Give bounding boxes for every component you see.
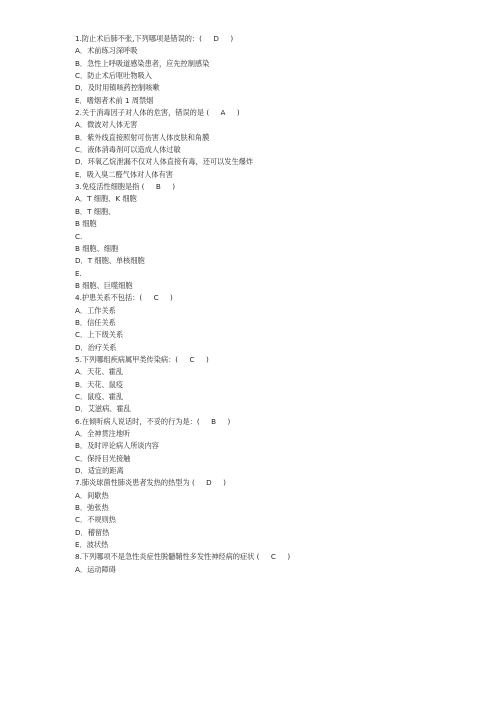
option-line: B．急性上呼吸道感染患者，应先控制感染 — [75, 58, 210, 68]
option-line: A．全神贯注地听 — [75, 429, 131, 438]
option-line: E．波状热 — [75, 540, 109, 550]
option-line: B 细胞、细胞 — [75, 243, 119, 253]
question-5: 5.下列哪组疾病属甲类传染病：( C ) — [75, 354, 209, 364]
question-1: 1.防止术后肺不张,下列哪项是错误的：( D ) — [75, 34, 234, 43]
option-line: B 细胞、巨噬细胞 — [75, 280, 133, 290]
option-line: A．术前练习深呼吸 — [75, 46, 138, 56]
option-line: D．治疗关系 — [75, 342, 117, 352]
option-line: C．不规则热 — [75, 515, 116, 525]
option-line: A．T 细胞、K 细胞 — [75, 194, 137, 204]
option-line: C．防止术后呕吐物吸入 — [75, 71, 152, 81]
question-3: 3.免疫活性细胞是指 ( B ) — [75, 182, 176, 192]
option-line: C．上下级关系 — [75, 330, 124, 340]
option-line: E．嗜烟者术前 1 周禁烟 — [75, 95, 154, 105]
option-line: D．艾滋病、霍乱 — [75, 404, 131, 414]
option-line: E．吸入臭二醛气体对人体有害 — [75, 169, 173, 179]
option-line: C．鼠疫、霍乱 — [75, 391, 124, 401]
option-line: A．工作关系 — [75, 305, 116, 315]
option-line: B．T 细胞、 — [75, 206, 116, 216]
option-line: A．间歇热 — [75, 490, 109, 500]
option-line: D．环氧乙烷泄漏不仅对人体直接有毒，还可以发生爆炸 — [75, 157, 254, 167]
option-line: A．微波对人体无害 — [75, 120, 138, 130]
option-line: B 细胞 — [75, 219, 97, 229]
question-8: 8.下列哪项不是急性炎症性脱髓鞘性多发性神经病的症状 ( C ) — [75, 552, 291, 562]
option-line: D．适宜的距离 — [75, 466, 124, 476]
question-6: 6.在倾听病人说话时，不妥的行为是：( B ) — [75, 416, 231, 426]
option-line: D．稽留热 — [75, 527, 110, 537]
option-line: B．弛张热 — [75, 503, 109, 513]
question-7: 7.肺炎球菌性肺炎患者发热的热型为 ( D ) — [75, 478, 226, 488]
question-2: 2.关于消毒因子对人体的危害，错误的是 ( A ) — [75, 108, 240, 118]
option-line: B．紫外线直接照射可伤害人体皮肤和角膜 — [75, 132, 210, 142]
option-line: B．信任关系 — [75, 317, 116, 327]
option-line: B．及时评论病人所谈内容 — [75, 441, 159, 451]
option-line: B．天花、鼠疫 — [75, 379, 124, 389]
option-line: D．及时用镇咳药控制咳嗽 — [75, 83, 160, 93]
question-list — [75, 33, 475, 576]
option-line: C. — [75, 231, 83, 241]
question-4: 4.护患关系不包括：( C ) — [75, 293, 173, 303]
option-line: A．天花、霍乱 — [75, 367, 124, 377]
option-line: C．液体消毒剂可以造成人体过敏 — [75, 145, 181, 155]
option-line: D．T 细胞、单核细胞 — [75, 256, 145, 266]
option-line: A．运动障碍 — [75, 564, 116, 574]
option-line: C．保持目光接触 — [75, 453, 131, 463]
option-line: E. — [75, 268, 82, 278]
